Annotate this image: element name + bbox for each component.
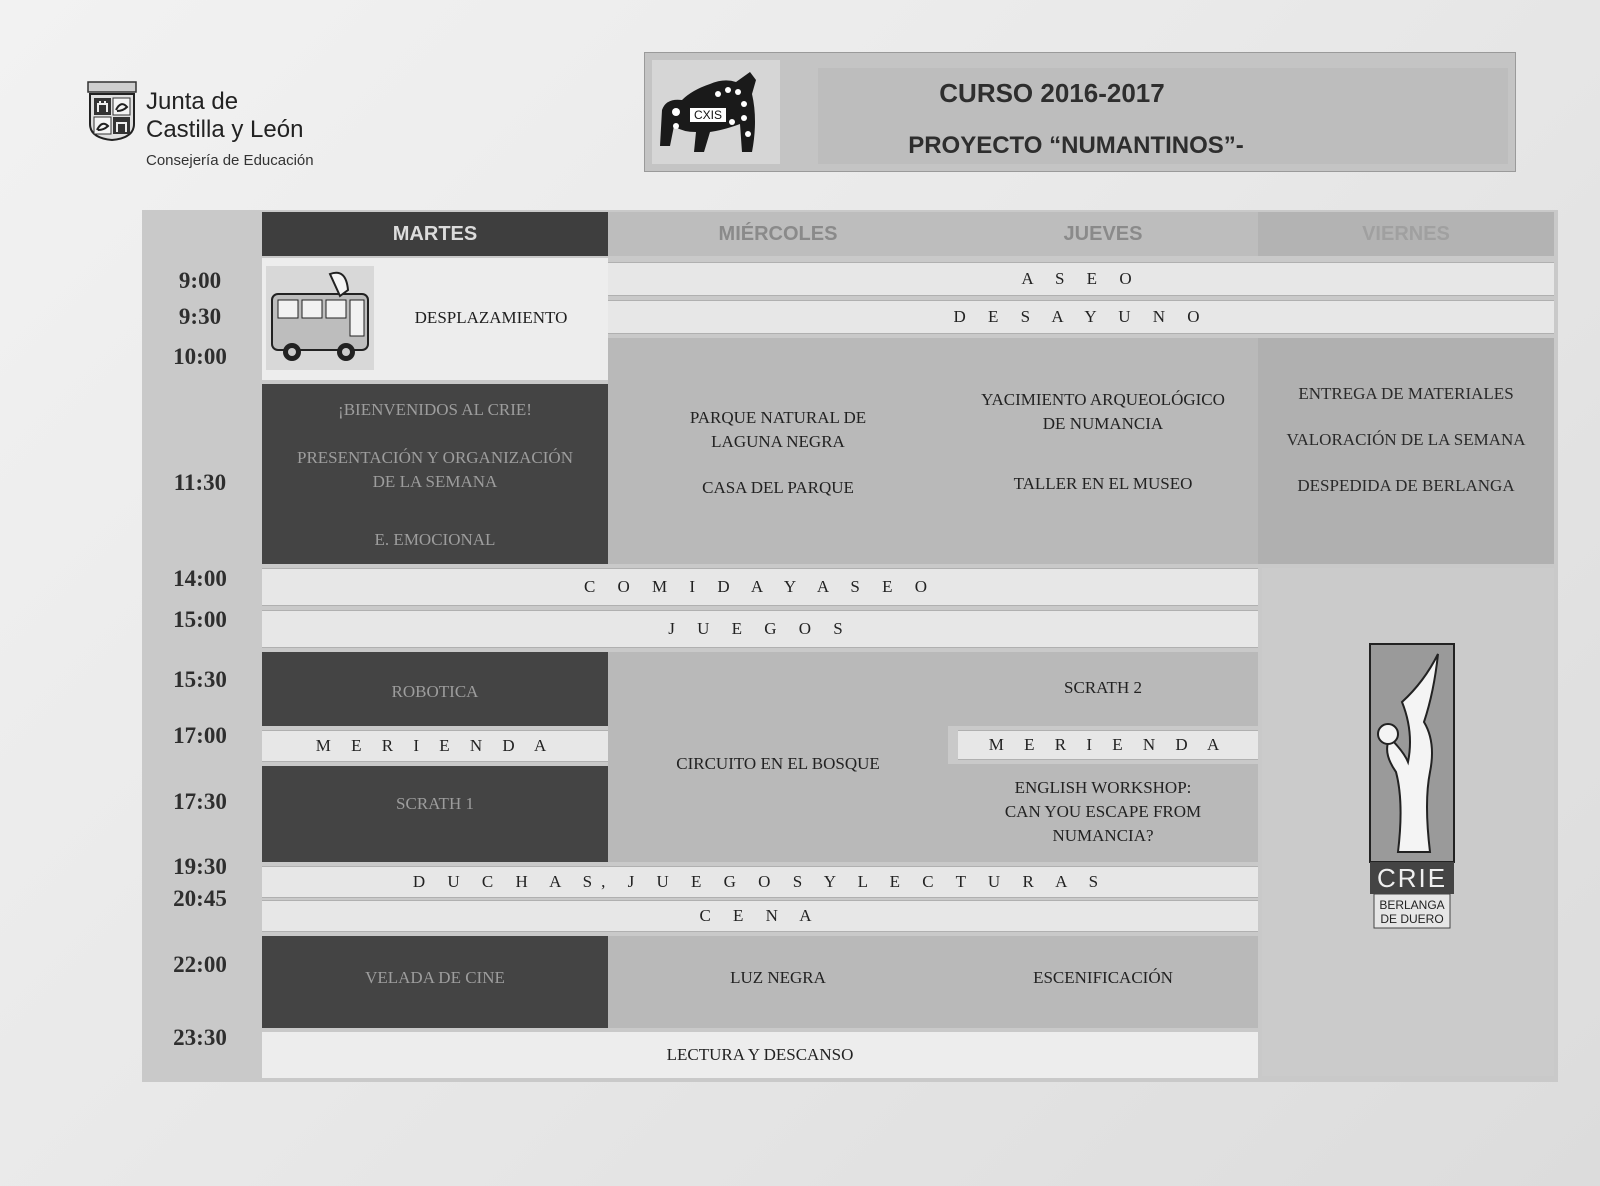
taller-museo-text: TALLER EN EL MUSEO (1013, 474, 1193, 493)
crie-sub-line1: BERLANGA (1379, 898, 1445, 912)
org-name-line1: Junta de (146, 88, 239, 115)
crie-logo (1368, 642, 1458, 932)
circuito-text: CIRCUITO EN EL BOSQUE (676, 754, 880, 773)
cell-robotica (262, 652, 608, 726)
band-comida-aseo: C O M I D A Y A S E O (262, 568, 1258, 606)
time-label: 10:00 (173, 344, 227, 369)
horse-logo-frame (652, 60, 780, 164)
time-label: 22:00 (173, 952, 227, 977)
cell-viernes-manana (1258, 338, 1554, 564)
band-merienda-martes: M E R I E N D A (262, 730, 608, 762)
yacimiento-line2: DE NUMANCIA (1042, 414, 1164, 433)
cell-english-workshop (948, 764, 1258, 862)
desplazamiento-label: DESPLAZAMIENTO (414, 308, 568, 327)
time-label: 9:00 (178, 268, 222, 293)
valoracion-text: VALORACIÓN DE LA SEMANA (1286, 430, 1526, 449)
bienvenidos-text: ¡BIENVENIDOS AL CRIE! (338, 400, 532, 419)
time-label: 19:30 (173, 854, 227, 879)
casa-parque-text: CASA DEL PARQUE (702, 478, 854, 497)
time-label: 23:30 (173, 1025, 227, 1050)
cell-yacimiento (948, 338, 1258, 564)
day-header-martes: MARTES (262, 212, 608, 256)
day-header-jueves: JUEVES (948, 212, 1258, 256)
cell-desplazamiento (262, 258, 608, 380)
cell-luz-negra (608, 936, 948, 1028)
band-merienda-jueves: M E R I E N D A (958, 730, 1258, 760)
time-label: 15:00 (173, 607, 227, 632)
entrega-materiales-text: ENTREGA DE MATERIALES (1298, 384, 1514, 403)
cell-viernes-tarde (1262, 568, 1554, 1076)
cell-escenificacion (948, 936, 1258, 1028)
day-header-viernes: VIERNES (1258, 212, 1554, 256)
band-lectura-descanso: LECTURA Y DESCANSO (262, 1032, 1258, 1078)
bus-icon (266, 266, 374, 370)
time-label: 15:30 (173, 667, 227, 692)
org-name-line2: Castilla y León (146, 116, 304, 143)
yacimiento-line1: YACIMIENTO ARQUEOLÓGICO (981, 390, 1225, 409)
scrath1-text: SCRATH 1 (396, 794, 474, 813)
cell-circuito-bosque (608, 652, 948, 862)
time-label: 11:30 (173, 470, 227, 495)
time-label: 14:00 (173, 566, 227, 591)
velada-text: VELADA DE CINE (365, 968, 505, 987)
presentacion-line1: PRESENTACIÓN Y ORGANIZACIÓN (297, 448, 573, 467)
luz-negra-text: LUZ NEGRA (730, 968, 826, 987)
crie-sub-line2: DE DUERO (1380, 912, 1444, 926)
band-desayuno: D E S A Y U N O (608, 300, 1554, 334)
english-line2: CAN YOU ESCAPE FROM (1004, 802, 1202, 821)
english-line1: ENGLISH WORKSHOP: (1014, 778, 1192, 797)
robotica-text: ROBOTICA (391, 682, 479, 701)
emocional-text: E. EMOCIONAL (374, 530, 496, 549)
band-aseo: A S E O (608, 262, 1554, 296)
time-label: 9:30 (178, 304, 222, 329)
numantine-horse-icon (652, 60, 780, 164)
english-line3: NUMANCIA? (1052, 826, 1154, 845)
despedida-text: DESPEDIDA DE BERLANGA (1297, 476, 1515, 495)
cell-bienvenida (262, 384, 608, 564)
presentacion-line2: DE LA SEMANA (372, 472, 498, 491)
horse-inscription: CXIS (693, 108, 723, 122)
parque-line1: PARQUE NATURAL DE (689, 408, 867, 427)
scrath2-text: SCRATH 2 (1064, 678, 1142, 697)
junta-shield-logo (86, 80, 138, 142)
cell-scrath1 (262, 766, 608, 862)
band-juegos: J U E G O S (262, 610, 1258, 648)
cell-scrath2 (948, 652, 1258, 726)
time-label: 20:45 (173, 886, 227, 911)
course-title: CURSO 2016-2017 (939, 78, 1165, 108)
time-label: 17:00 (173, 723, 227, 748)
crie-text: CRIE (1376, 863, 1448, 893)
time-label: 17:30 (173, 789, 227, 814)
cell-velada-cine (262, 936, 608, 1028)
escenificacion-text: ESCENIFICACIÓN (1033, 968, 1173, 987)
band-duchas: D U C H A S, J U E G O S Y L E C T U R A S (262, 866, 1258, 898)
band-cena: C E N A (262, 900, 1258, 932)
cell-parque-natural (608, 338, 948, 564)
parque-line2: LAGUNA NEGRA (711, 432, 845, 451)
org-subtitle: Consejería de Educación (146, 152, 314, 169)
project-title: PROYECTO “NUMANTINOS”- (908, 132, 1244, 159)
day-header-miercoles: MIÉRCOLES (608, 212, 948, 256)
